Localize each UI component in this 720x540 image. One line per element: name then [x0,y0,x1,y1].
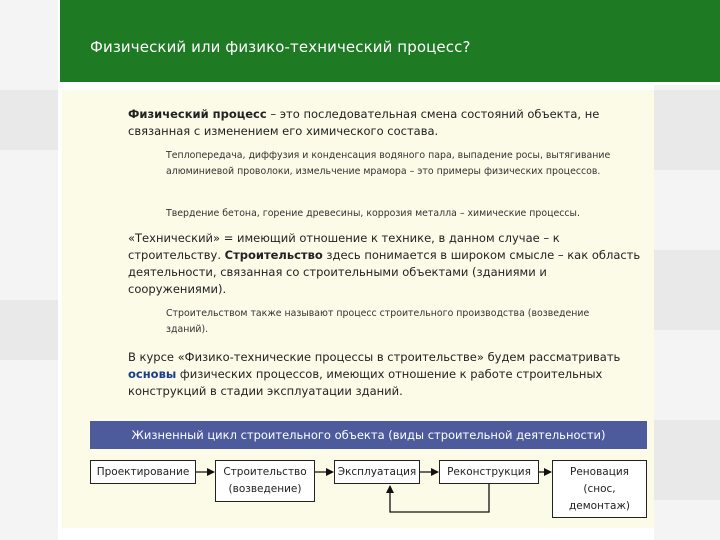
construction-note: Строительством также называют процесс строительного производства (возведение зданий). [166,308,590,335]
stage-sublabel: (возведение) [228,483,302,495]
definition-text: – это последовательная смена состояний объекта, не связанная с изменением его химического состава. [128,107,600,138]
technical-text-b: здесь понимается в широком смысле – как область деятельности, связанная со строительными объектами (зданиями и сооружениями). [128,248,641,296]
term-basics: основы [128,367,177,381]
stage-sublabel: (снос, [583,482,616,495]
stage-label: Реконструкция [447,465,531,478]
term-construction: Строительство [224,248,323,262]
chemical-examples: Твердение бетона, горение древесины, коррозия металла – химические процессы. [166,208,580,219]
course-text-a: В курсе «Физико-технические процессы в строительстве» будем рассматривать [128,350,621,364]
stage-label: Реновация [569,465,629,478]
slide-title: Физический или физико-технический процесс? [90,38,471,56]
course-text-b: физических процессов, имеющих отношение к работе строительных конструкций в стадии эксплуатации зданий. [128,367,603,398]
stage-sublabel: демонтаж) [568,499,631,512]
term-physical-process: Физический процесс [128,107,267,121]
stage-label: Эксплуатация [337,465,417,478]
technical-text-a: «Технический» = имеющий отношение к технике, в данном случае – к строительству. [128,231,560,262]
arrow-reconstruction-feedback [390,484,489,512]
stage-label: Проектирование [96,465,190,478]
stage-label: Строительство [223,466,307,478]
physical-examples: Теплопередача, диффузия и конденсация водяного пара, выпадение росы, вытягивание алюминиевой проволоки, измельчение мрамора – это примеры физических процессов. [166,150,611,177]
lifecycle-title-bar: Жизненный цикл строительного объекта (виды строительной деятельности) [90,421,647,449]
